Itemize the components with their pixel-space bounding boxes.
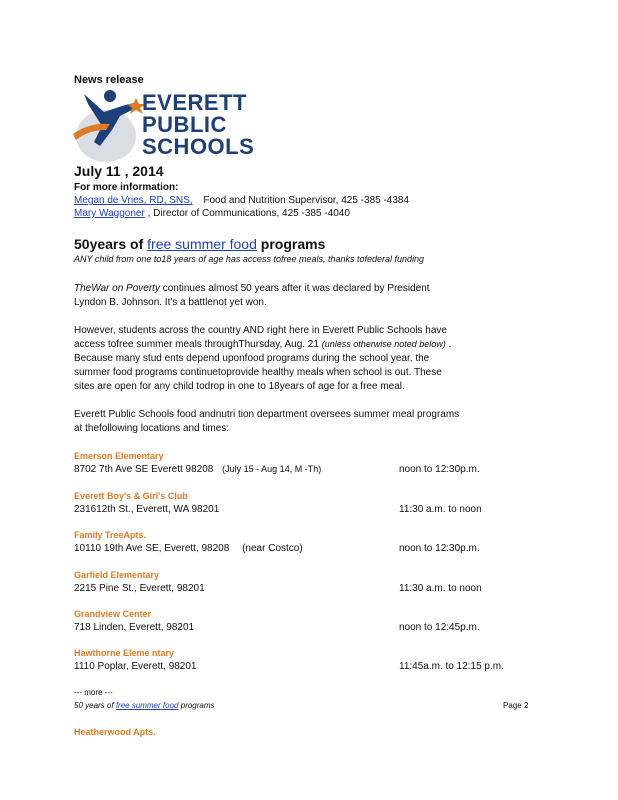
site-note: (near Costco) xyxy=(242,543,303,554)
site-name: Hawthorne Eleme ntary xyxy=(74,648,175,658)
paragraph-text: . xyxy=(445,339,452,350)
site-time: noon to 12:30p.m. xyxy=(399,543,480,554)
site-address: 8702 7th Ave SE Everett 98208 (July 15 - Aug 14, M -Th) xyxy=(74,464,322,475)
site-time: noon to 12:30p.m. xyxy=(399,464,480,475)
unless-noted-text: (unless otherwise noted below) xyxy=(321,339,446,349)
site-address: 718 Linden, Everett, 98201 xyxy=(74,622,195,633)
contact-row xyxy=(74,195,409,206)
site-name: Heatherwood Apts. xyxy=(74,727,156,737)
site-time: noon to 12:45p.m. xyxy=(399,622,480,633)
logo-text-schools: SCHOOLS xyxy=(142,134,255,159)
contact-link-mary[interactable]: Mary Waggoner xyxy=(74,208,145,219)
paragraph-text: continues almost 50 years after it was declared by President xyxy=(159,283,430,294)
site-name: Family TreeApts. xyxy=(74,530,147,540)
site-name: Grandview Center xyxy=(74,609,152,619)
contact-details: Food and Nutrition Supervisor, 425 -385 -4384 xyxy=(203,195,410,206)
paragraph-line: However, students across the country AND right here in Everett Public Schools have xyxy=(74,325,447,336)
running-footer: 50 years of free summer food programs xyxy=(74,701,215,710)
paragraph-line: sites are open for any child todrop in one to 18years of age for a free meal. xyxy=(74,381,405,392)
more-marker: --- more --- xyxy=(74,688,113,697)
site-address: 1110 Poplar, Everett, 98201 xyxy=(74,661,197,672)
site-name: Everett Boy's & Girl's Club xyxy=(74,491,188,501)
site-address: 10110 19th Ave SE, Everett, 98208 (near Costco) xyxy=(74,543,303,554)
site-address: 231612th St., Everett, WA 98201 xyxy=(74,504,220,515)
article-subtitle: ANY child from one to18 years of age has access tofree meals, thanks tofederal funding xyxy=(74,254,425,264)
release-date: July 11 , 2014 xyxy=(74,163,164,179)
news-release-label: News release xyxy=(74,74,144,86)
title-link[interactable]: free summer food xyxy=(147,236,257,252)
more-info-label: For more information: xyxy=(74,182,179,193)
logo-text-public: PUBLIC xyxy=(142,112,227,137)
contact-details: , Director of Communications, 425 -385 -4040 xyxy=(147,208,350,219)
title-suffix: programs xyxy=(256,236,326,252)
logo-figure-icon xyxy=(70,86,150,164)
paragraph-line: Everett Public Schools food andnutri tion department oversees summer meal programs xyxy=(74,409,460,420)
paragraph-line: summer food programs continuetoprovide healthy meals when school is out. These xyxy=(74,367,442,378)
paragraph-line xyxy=(74,339,451,350)
contact-link-megan[interactable]: Megan de Vries, RD, SNS, xyxy=(74,195,193,206)
footer-link[interactable]: free summer food xyxy=(115,701,179,710)
article-title xyxy=(74,236,325,252)
page-number: Page 2 xyxy=(503,701,529,710)
site-name: Emerson Elementary xyxy=(74,451,164,461)
site-time: 11:30 a.m. to noon xyxy=(399,583,482,594)
logo-text-everett: EVERETT xyxy=(142,90,247,115)
war-on-poverty-text: TheWar on Poverty xyxy=(74,283,160,294)
paragraph-line: Lyndon B. Johnson. It's a battlenot yet won. xyxy=(74,297,267,308)
paragraph-line: at thefollowing locations and times: xyxy=(74,423,230,434)
title-prefix: 50years of xyxy=(74,236,148,252)
site-address: 2215 Pine St., Everett, 98201 xyxy=(74,583,205,594)
paragraph-line xyxy=(74,283,430,294)
site-name: Garfield Elementary xyxy=(74,570,160,580)
site-time: 11:45a.m. to 12:15 p.m. xyxy=(399,661,504,672)
paragraph-line: Because many stud ents depend uponfood programs during the school year, the xyxy=(74,353,430,364)
paragraph-text: access tofree summer meals throughThursday, Aug. 21 xyxy=(74,339,322,350)
contact-row xyxy=(74,208,350,219)
site-time: 11:30 a.m. to noon xyxy=(399,504,482,515)
site-note: (July 15 - Aug 14, M -Th) xyxy=(222,464,322,474)
district-logo xyxy=(70,86,255,166)
